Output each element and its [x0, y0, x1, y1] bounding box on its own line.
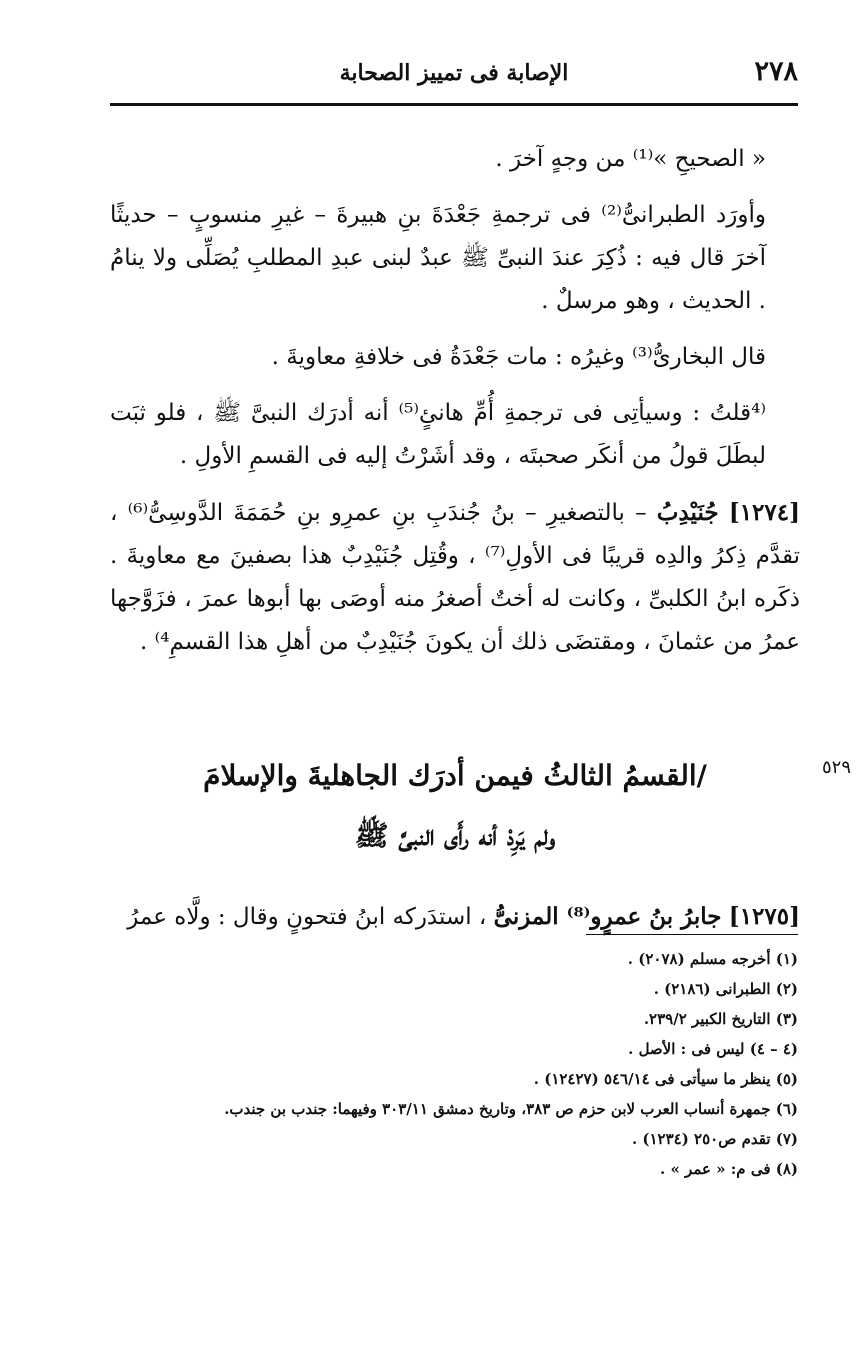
footnotes — [110, 944, 798, 1184]
entry-name: جابرُ بنُ عمرٍو⁽⁸⁾ المزنىُّ — [493, 903, 722, 930]
entry-text: ، استدَركه ابنُ فتحونٍ وقال : ولَّاه عمرُ — [127, 904, 487, 930]
footnote: (٨) فى م: « عمر » . — [660, 1160, 798, 1178]
entry-text: – بالتصغيرِ – بنُ جُندَبِ بنِ عمرِو بنِ حُمَمَةَ الدَّوسِىُّ⁽⁶⁾ ، تقدَّم ذِكرُ والدِه قريبًا فى الأولِ⁽⁷⁾ ، وقُتِل جُنَيْدِبٌ هذا بصفينَ مع معاويةَ . ذكَره ابنُ الكلبىِّ ، وكانت له أختٌ أصغرُ منه أوصَى بها أبوها عمرَ ، فزَوَّجها عمرُ من عثمانَ ، ومقتضَى ذلك أن يكونَ جُنَيْدِبٌ من أهلِ هذا القسمِ⁴⁾ . — [110, 500, 800, 655]
running-title: الإصابة فى تمييز الصحابة — [339, 60, 569, 86]
entry-number: [١٢٧٤] — [728, 499, 801, 526]
footnote-rule — [586, 934, 798, 935]
section-subheading: ولم يَرِدْ أنه رأَى النبىَّ ﷺ — [354, 819, 556, 852]
entry-1274 — [110, 491, 800, 664]
page-number: ٢٧٨ — [754, 56, 798, 87]
footnote: (٤ – ٤) ليس فى : الأصل . — [628, 1040, 798, 1058]
footnote: (٥) ينظر ما سيأتى فى ٥٤٦/١٤ (١٢٤٢٧) . — [533, 1070, 798, 1088]
section-heading: /القسمُ الثالثُ فيمن أدرَك الجاهليةَ والإسلامَ — [203, 759, 707, 792]
paragraph-tabarani: وأورَد الطبرانىُّ⁽²⁾ فى ترجمةِ جَعْدَةَ بنِ هبيرةَ – غيرِ منسوبٍ – حديثًا آخرَ قال فيه : ذُكِرَ عندَ النبىِّ ﷺ عبدٌ لبنى عبدِ المطلبِ يُصَلِّى ولا ينامُ . الحديث ، وهو مرسلٌ . — [110, 202, 766, 314]
margin-page-ref: ٥٢٩ — [822, 757, 852, 778]
paragraph-bukhari: قال البخارىُّ⁽³⁾ وغيرُه : مات جَعْدَةُ فى خلافةِ معاويةَ . — [271, 344, 766, 370]
footnote: (٣) التاريخ الكبير ٢٣٩/٢. — [643, 1010, 798, 1028]
footnote: (٢) الطبرانى (٢١٨٦) . — [653, 980, 798, 998]
paragraph-note: ⁽⁴قلتُ : وسيأتِى فى ترجمةِ أُمِّ هانئٍ⁽⁵⁾ أنه أدرَك النبىَّ ﷺ ، فلو ثبَت لبطَلَ قولُ من أنكَر صحبتَه ، وقد أشَرْتُ إليه فى القسمِ الأولِ . — [110, 400, 766, 469]
entry-number: [١٢٧٥] — [728, 903, 800, 930]
footnote: (١) أخرجه مسلم (٢٠٧٨) . — [627, 950, 798, 968]
entry-1275 — [110, 895, 800, 939]
entry-name: جُنَيْدِبُ — [656, 499, 719, 526]
header-rule — [110, 103, 798, 106]
paragraph-continuation: « الصحيحِ »⁽¹⁾ من وجهٍ آخرَ . — [495, 146, 766, 172]
footnote: (٧) تقدم ص٢٥٠ (١٢٣٤) . — [631, 1130, 798, 1148]
page-header — [110, 52, 798, 98]
footnote: (٦) جمهرة أنساب العرب لابن حزم ص ٣٨٣، وتاريخ دمشق ٣٠٣/١١ وفيهما: جندب بن جندب. — [224, 1100, 798, 1118]
main-text — [110, 138, 800, 664]
